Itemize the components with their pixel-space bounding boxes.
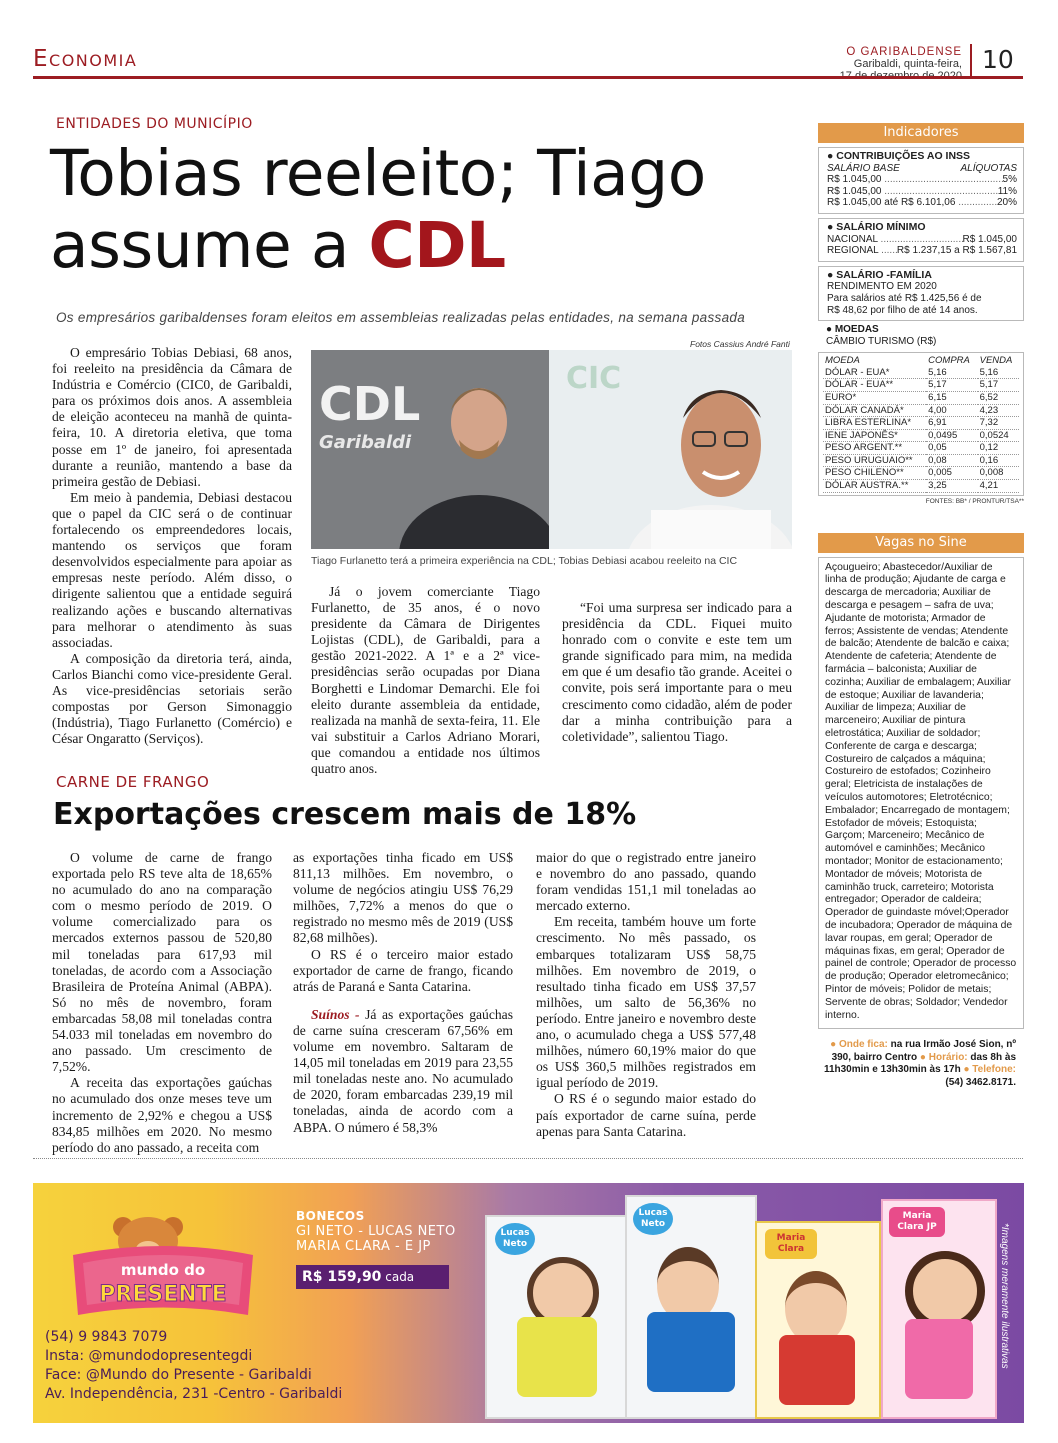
article1-photo bbox=[311, 350, 792, 549]
inss-header-row bbox=[827, 163, 1017, 175]
moedas-header: VENDA bbox=[979, 355, 1013, 367]
moedas-cell: PESO URUGUAIO** bbox=[823, 454, 926, 467]
moedas-cell: 5,17 bbox=[978, 379, 1019, 392]
mundo-do-presente-logo bbox=[63, 1205, 268, 1315]
inss-row-label: R$ 1.045,00 ..... bbox=[827, 174, 1003, 186]
article2-kicker: CARNE DE FRANGO bbox=[56, 773, 210, 791]
moedas-table bbox=[823, 355, 1019, 493]
moedas-cell: 4,23 bbox=[978, 404, 1019, 417]
vagas-list: Açougueiro; Abastecedor/Auxiliar de linha de produção; Ajudante de carga e descarga de mercadoria; Auxiliar de descarga e pesagem – safra de uva; Ajudante de motorista; Armador de ferros; Assistente de vendas; Atendente de balcão; Atendente de balcão e caixa; Atendente de cafeteria; Atendente de farmácia – balconista; Auxiliar de cozinha; Auxiliar de embalagem; Auxiliar de estoque; Auxiliar de lavanderia; Auxiliar de limpeza; Auxiliar de marceneiro; Auxiliar de pintura eletrostática; Auxiliar de soldador; Conferente de carga e descarga; Costureiro de calçados a máquina; Costureiro de estofados; Cozinheiro geral; Eletricista de instalações de veículos automotores; Eletrotécnico; Embalador; Encarregado de montagem; Estofador de móveis; Estoquista; Garçom; Marceneiro; Mecânico de automóvel e caminhões; Mecânico montador; Monitor de estacionamento; Montador de móveis; Motorista de caminhão truck, carreteiro; Motorista entregador; Operador de caldeira; Operador de guindaste móvel;Operador de incubadora; Operador de máquina de lavar roupas, em geral; Operador de máquinas fixas, em geral; Operador de painel de controle; Operador de processo de produção; Operador eletromecânico; Pintor de móveis; Polidor de metais; Servente de obras; Soldador; Vendedor interno. bbox=[825, 561, 1017, 1021]
toy-box-lucas-neto bbox=[625, 1195, 757, 1419]
header-rule bbox=[33, 76, 1023, 79]
moedas-fontes: FONTES: BB* / PRONTUR/TSA** bbox=[925, 497, 1024, 505]
horario-text: das 8h às 11h30min e 13h30min às 17h bbox=[823, 1051, 1016, 1076]
article2-col1 bbox=[52, 850, 272, 1156]
paragraph: Em meio à pandemia, Debiasi destacou que o papel da CIC será o de continuar fortalecendo os empreendedores locais, mantendo os serviços que foram desenvolvidos especialmente para apoiar as empresas neste período. Além disso, o dirigente salientou que a entidade seguirá realizando ações e buscando alternativas para melhorar o atendimento às suas associadas. bbox=[52, 489, 292, 650]
inss-header-right: ALÍQUOTAS bbox=[960, 162, 1017, 174]
salario-minimo-box bbox=[818, 218, 1024, 262]
paragraph: O volume de carne de frango exportada pelo RS teve alta de 18,65% no acumulado do ano na comparação com o mesmo período de 2019. O volume comercializado para os mercados externos passou de 520,80 mil toneladas para 617,93 mil toneladas, de acordo com a Associação Brasileira de Proteína Animal (ABPA). Só no mês de novembro, foram embarcadas 58,08 mil toneladas contra 54.033 mil toneladas em novembro do ano passado. Um crescimento de 7,52%. bbox=[52, 850, 272, 1075]
article1-col1 bbox=[52, 345, 292, 747]
salario-row-label: REGIONAL ..... bbox=[827, 245, 897, 257]
article2-col3 bbox=[536, 850, 756, 1140]
inss-row-value: 5% bbox=[1002, 174, 1017, 186]
paragraph: “Foi uma surpresa ser indicado para a presidência da CDL. Fiquei muito honrado com o convite e este tem um grande significado para mim, na medida em que é um desafio tão grande. Aceitei o convite, pois será importante para o meu crescimento como cidadão, além de poder dar a minha contribuição para a coletividade”, salientou Tiago. bbox=[562, 600, 792, 744]
indicadores-header: Indicadores bbox=[818, 123, 1024, 143]
photo-cic-text: CIC bbox=[566, 361, 622, 396]
moedas-cell: 0,008 bbox=[978, 467, 1019, 480]
inss-row-label: R$ 1.045,00 até R$ 6.101,06 ..... bbox=[827, 197, 997, 209]
moedas-cell: 0,0524 bbox=[978, 429, 1019, 442]
salario-minimo-title: ● SALÁRIO MÍNIMO bbox=[827, 220, 926, 233]
salario-familia-line: RENDIMENTO EM 2020 bbox=[827, 281, 937, 293]
paragraph: A composição da diretoria terá, ainda, Carlos Bianchi como vice-presidente Geral. As vice-presidências setoriais serão compostas por Gerson Simonaggio (Indústria), Tiago Furlanetto (Comércio) e César Ongaratto (Serviços). bbox=[52, 650, 292, 747]
paragraph: O empresário Tobias Debiasi, 68 anos, foi reeleito na presidência da Câmara de Indústria e Comércio (CIC0, de Garibaldi, para os próximos dois anos. A assembleia de eleição aconteceu na manhã de quinta-feira, 10. A diretoria eletiva, que toma posse em 1º de janeiro, foi apresentada durante a reunião, mantendo a base da primeira gestão de Debiasi. bbox=[52, 345, 292, 489]
headline-cdl: CDL bbox=[368, 209, 506, 282]
suinos-text: Já as exportações gaúchas de carne suína cresceram 67,56% em volume em novembro. Saltaram de 14,05 mil toneladas em 2019 para 23,55 mil toneladas neste ano. No acumulado de 2020, foram embarcadas 239,19 mil toneladas, ainda de acordo com a ABPA. O número é 58,3% bbox=[293, 1006, 513, 1135]
salario-familia-box bbox=[818, 266, 1024, 321]
moedas-subtitle: CÂMBIO TURISMO (R$) bbox=[826, 336, 937, 348]
ad-facebook: Face: @Mundo do Presente - Garibaldi bbox=[45, 1367, 312, 1383]
moedas-row bbox=[823, 442, 1019, 455]
ad-title-line: MARIA CLARA - E JP bbox=[296, 1239, 431, 1254]
inss-title: ● CONTRIBUIÇÕES AO INSS bbox=[827, 150, 971, 162]
article1-col3 bbox=[562, 584, 792, 745]
horario-label: ● Horário: bbox=[919, 1051, 968, 1063]
moedas-title: ● MOEDAS bbox=[826, 324, 879, 336]
moedas-header-row bbox=[823, 355, 1019, 367]
salario-familia-line: R$ 48,62 por filho de até 14 anos. bbox=[827, 304, 978, 316]
onde-text: na rua Irmão José Sion, nº 390, bairro Centro bbox=[831, 1039, 1016, 1063]
toy-box-gi-neto bbox=[485, 1215, 629, 1419]
telefone-text: (54) 3462.8171. bbox=[945, 1076, 1016, 1088]
ad-title-line: BONECOS bbox=[296, 1209, 365, 1223]
inss-row bbox=[827, 197, 1017, 209]
paragraph: maior do que o registrado entre janeiro e novembro do ano passado, quando foram vendidas 151,1 mil toneladas ao mercado externo. bbox=[536, 850, 756, 914]
ad-disclaimer: *Imagens meramente ilustrativas bbox=[999, 1223, 1010, 1369]
moedas-cell: 0,005 bbox=[926, 467, 977, 480]
price-value: R$ 159,90 bbox=[302, 1269, 382, 1285]
inss-header-left: SALÁRIO BASE bbox=[827, 162, 900, 174]
moedas-cell: IENE JAPONÊS* bbox=[823, 429, 926, 442]
vagas-header: Vagas no Sine bbox=[818, 533, 1024, 553]
moedas-cell: 4,21 bbox=[978, 480, 1019, 493]
advertisement bbox=[33, 1183, 1024, 1423]
vagas-box bbox=[818, 557, 1024, 1030]
moedas-box bbox=[818, 352, 1024, 496]
ad-title-line: GI NETO - LUCAS NETO bbox=[296, 1224, 456, 1239]
moedas-row bbox=[823, 480, 1019, 493]
salario-row bbox=[827, 234, 1017, 246]
inss-row-value: 11% bbox=[997, 185, 1017, 197]
paragraph: O RS é o segundo maior estado do país exportador de carne suína, perde apenas para Santa Catarina. bbox=[536, 1091, 756, 1139]
onde-label: ● Onde fica: bbox=[830, 1039, 888, 1051]
price-suffix: cada bbox=[381, 1270, 415, 1284]
section-title: Economia bbox=[33, 46, 138, 72]
article2-col2 bbox=[293, 850, 513, 1136]
photo-caption: Tiago Furlanetto terá a primeira experiência na CDL; Tobias Debiasi acabou reeleito na CIC bbox=[311, 555, 738, 567]
ad-contact bbox=[45, 1328, 342, 1404]
moedas-row bbox=[823, 404, 1019, 417]
paragraph: O RS é o terceiro maior estado exportador de carne de frango, ficando atrás de Paraná e Santa Catarina. bbox=[293, 946, 513, 994]
salario-familia-title: ● SALÁRIO -FAMÍLIA bbox=[827, 268, 932, 281]
vagas-info bbox=[818, 1039, 1024, 1089]
moedas-cell: 4,00 bbox=[926, 404, 977, 417]
moedas-row bbox=[823, 454, 1019, 467]
moedas-cell: 5,17 bbox=[926, 379, 977, 392]
inss-row-value: 20% bbox=[996, 197, 1017, 209]
moedas-cell: LIBRA ESTERLINA* bbox=[823, 417, 926, 430]
paragraph: as exportações tinha ficado em US$ 811,13 milhões. Em novembro, o volume de negócios atingiu US$ 76,29 milhões, 7,72% a menos do que o registrado no mesmo mês de 2019 (US$ 82,68 milhões). bbox=[293, 850, 513, 946]
box-brand: Lucas Neto bbox=[633, 1203, 673, 1235]
moedas-row bbox=[823, 379, 1019, 392]
moedas-cell: DÓLAR - EUA* bbox=[823, 367, 926, 379]
paragraph: Em receita, também houve um forte crescimento. No mês passado, os embarques totalizaram US$ 58,75 milhões. Em novembro de 2019, o resultado tinha ficado em US$ 37,57 milhões, um salto de 56,36% no período. Entre janeiro e novembro deste ano, o acumulado chega a US$ 577,48 milhões, número 60,19% maior do que os US$ 360,5 milhões registrados em igual período de 2019. bbox=[536, 914, 756, 1091]
moedas-cell: 7,32 bbox=[978, 417, 1019, 430]
box-brand: Maria Clara bbox=[765, 1229, 817, 1259]
inss-row-label: R$ 1.045,00 ..... bbox=[827, 186, 998, 198]
page-number: 10 bbox=[970, 44, 1014, 76]
salario-row-value: R$ 1.237,15 a R$ 1.567,81 bbox=[896, 245, 1017, 257]
salario-row bbox=[827, 245, 1017, 257]
moedas-heading bbox=[818, 321, 1024, 348]
moedas-cell: 0,0495 bbox=[926, 429, 977, 442]
ad-instagram: Insta: @mundodopresentegdi bbox=[45, 1348, 253, 1364]
ad-address: Av. Independência, 231 -Centro - Garibaldi bbox=[45, 1386, 343, 1402]
box-brand: Lucas Neto bbox=[495, 1223, 535, 1255]
suinos-label: Suínos - bbox=[311, 1006, 360, 1022]
moedas-header: MOEDA bbox=[825, 355, 860, 367]
moedas-cell: 6,15 bbox=[926, 391, 977, 404]
moedas-row bbox=[823, 467, 1019, 480]
moedas-cell: DÓLAR AUSTRA.** bbox=[823, 480, 926, 493]
inss-row bbox=[827, 174, 1017, 186]
moedas-header: COMPRA bbox=[928, 355, 970, 367]
paper-name: O GARIBALDENSE bbox=[846, 46, 962, 58]
moedas-cell: 5,16 bbox=[926, 367, 977, 379]
moedas-cell: DÓLAR - EUA** bbox=[823, 379, 926, 392]
moedas-cell: 5,16 bbox=[978, 367, 1019, 379]
moedas-cell: 0,08 bbox=[926, 454, 977, 467]
salario-row-value: R$ 1.045,00 bbox=[962, 233, 1017, 245]
paragraph: A receita das exportações gaúchas no acumulado dos onze meses teve um incremento de 2,92% e chegou a US$ 834,85 milhões em 2020. No mesmo período do ano passado, a receita com bbox=[52, 1075, 272, 1155]
salario-row-label: NACIONAL ..... bbox=[827, 234, 963, 246]
logo-line1: mundo do bbox=[120, 1261, 206, 1279]
moedas-row bbox=[823, 417, 1019, 430]
box-brand: Maria Clara JP bbox=[889, 1207, 945, 1237]
logo-line2: PRESENTE bbox=[99, 1282, 227, 1307]
moedas-cell: 6,91 bbox=[926, 417, 977, 430]
indicadores-sidebar bbox=[818, 123, 1024, 1089]
toy-box-maria-clara bbox=[755, 1221, 881, 1419]
paragraph: Já o jovem comerciante Tiago Furlanetto, de 35 anos, é o novo presidente da Câmara de Dirigentes Lojistas (CDL), de Garibaldi, para a gestão 2021-2022. A 1ª e a 2ª vice-presidências serão ocupadas por Diana Borghetti e Lindomar Demarchi. Ele foi eleito durante assembleia da entidade, realizada na manhã de sexta-feira, 11. Ele vai substituir a Carlos Adriano Morari, que comandou a entidade nos últimos quatro anos. bbox=[311, 584, 540, 777]
inss-row bbox=[827, 186, 1017, 198]
moedas-row bbox=[823, 391, 1019, 404]
article1-subhead: Os empresários garibaldenses foram eleitos em assembleias realizadas pelas entidades, na semana passada bbox=[56, 310, 746, 325]
toy-box-maria-clara-jp bbox=[881, 1199, 997, 1419]
photo-garibaldi-text: Garibaldi bbox=[319, 432, 412, 453]
date-line-1: Garibaldi, quinta-feira, bbox=[853, 58, 962, 70]
moedas-cell: 0,16 bbox=[978, 454, 1019, 467]
moedas-cell: PESO ARGENT.** bbox=[823, 442, 926, 455]
moedas-cell: DÓLAR CANADÁ* bbox=[823, 404, 926, 417]
article1-col2 bbox=[311, 584, 540, 777]
salario-familia-line: Para salários até R$ 1.425,56 é de bbox=[827, 292, 982, 304]
telefone-label: ● Telefone: bbox=[963, 1064, 1016, 1076]
moedas-row bbox=[823, 367, 1019, 379]
moedas-cell: 3,25 bbox=[926, 480, 977, 493]
photo-cdl-text: CDL bbox=[319, 377, 421, 431]
moedas-row bbox=[823, 429, 1019, 442]
ad-title bbox=[296, 1209, 456, 1254]
inss-box bbox=[818, 147, 1024, 214]
paragraph-suinos bbox=[293, 1007, 513, 1136]
moedas-cell: 0,12 bbox=[978, 442, 1019, 455]
photo-illustration bbox=[311, 350, 792, 549]
moedas-cell: PESO CHILENO** bbox=[823, 467, 926, 480]
moedas-cell: EURO* bbox=[823, 391, 926, 404]
moedas-rows bbox=[823, 367, 1019, 492]
ad-price bbox=[296, 1265, 449, 1289]
article1-headline bbox=[50, 138, 810, 282]
ad-divider bbox=[33, 1158, 1023, 1159]
headline-text: Tobias reeleito; Tiago assume a bbox=[50, 137, 706, 282]
article1-kicker: ENTIDADES DO MUNICÍPIO bbox=[56, 116, 253, 132]
article2-headline: Exportações crescem mais de 18% bbox=[53, 797, 637, 832]
photo-credit: Fotos Cassius André Fanti bbox=[690, 339, 790, 349]
ad-phone: (54) 9 9843 7079 bbox=[45, 1329, 168, 1345]
moedas-cell: 0,05 bbox=[926, 442, 977, 455]
moedas-cell: 6,52 bbox=[978, 391, 1019, 404]
